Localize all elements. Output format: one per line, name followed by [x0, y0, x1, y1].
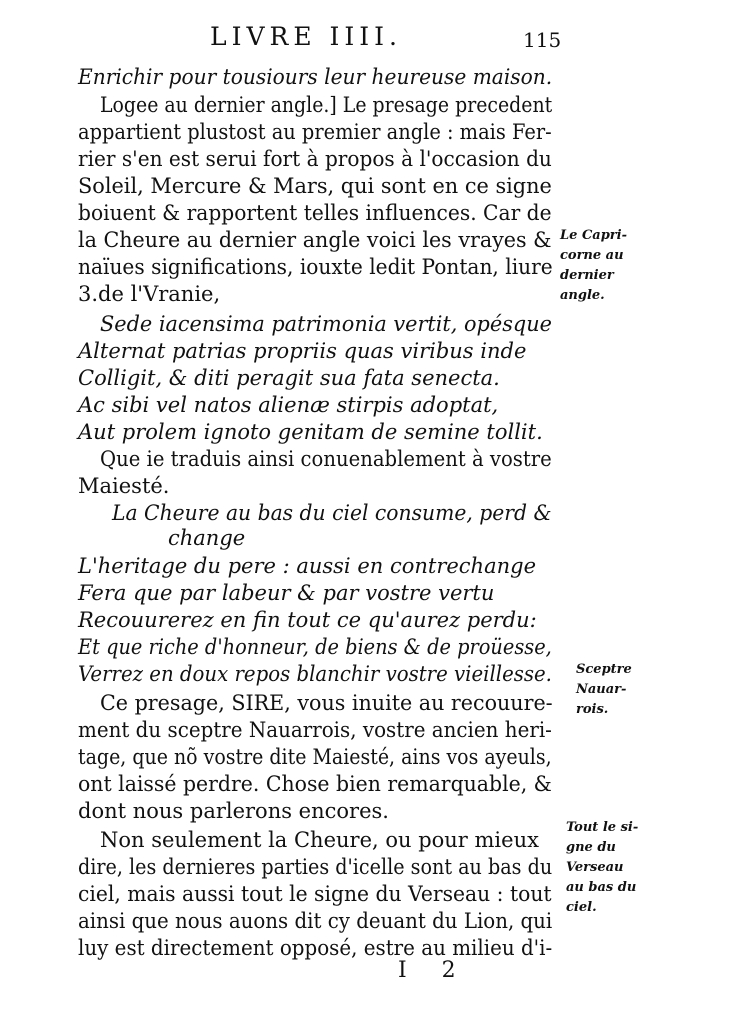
margin-note-line: ciel.	[566, 900, 597, 915]
text-line: 3.de l'Vranie,	[78, 282, 221, 306]
margin-note-line: Tout le si-	[566, 820, 639, 835]
margin-note-line: rois.	[576, 702, 609, 717]
latin-verse-line: Sede iacensima patrimonia vertit, opésque	[100, 312, 552, 336]
latin-verse-line: Ac sibi vel natos alienæ stirpis adoptat,	[78, 393, 499, 417]
text-line: la Cheure au dernier angle voici les vrayes &	[78, 228, 552, 252]
text-line: luy est directement opposé, estre au milieu d'i-	[78, 936, 553, 960]
margin-note-line: Nauar-	[576, 682, 627, 697]
margin-note-line: angle.	[560, 288, 605, 303]
text-line: tage, que nõ vostre dite Maiesté, ains vos ayeuls,	[78, 745, 552, 769]
french-verse-line: Verrez en doux repos blanchir vostre vieillesse.	[78, 662, 552, 686]
margin-note-line: Sceptre	[576, 662, 632, 677]
text-line: rier s'en est serui fort à propos à l'occasion du	[78, 147, 552, 171]
running-header: LIVRE IIII.	[210, 22, 402, 51]
french-verse-line: change	[168, 526, 246, 550]
text-line: Maiesté.	[78, 474, 170, 498]
text-line: naïues significations, iouxte ledit Pontan, liure	[78, 255, 553, 279]
french-verse-line: Fera que par labeur & par vostre vertu	[78, 581, 495, 605]
margin-note-sceptre	[576, 660, 632, 720]
margin-note-verseau	[566, 818, 638, 918]
signature-mark: I 2	[398, 958, 470, 983]
page-number: 115	[523, 28, 562, 52]
french-verse-line: Recouurerez en fin tout ce qu'aurez perdu:	[78, 608, 537, 632]
latin-verse-line: Alternat patrias propriis quas viribus inde	[78, 339, 527, 363]
text-line: Que ie traduis ainsi conuenablement à vostre	[100, 447, 552, 471]
text-line: ont laissé perdre. Chose bien remarquable, &	[78, 772, 552, 796]
margin-note-line: dernier	[560, 268, 614, 283]
text-line: ainsi que nous auons dit cy deuant du Lion, qui	[78, 909, 553, 933]
text-line: dont nous parlerons encores.	[78, 799, 389, 823]
text-line: dire, les dernieres parties d'icelle sont au bas du	[78, 855, 553, 879]
text-line: Enrichir pour tousiours leur heureuse maison.	[78, 65, 553, 89]
text-line: appartient plustost au premier angle : mais Fer-	[78, 120, 552, 144]
margin-note-capricorne	[560, 226, 627, 306]
french-verse-line: La Cheure au bas du ciel consume, perd &	[112, 501, 552, 525]
text-line: boiuent & rapportent telles influences. Car de	[78, 201, 552, 225]
margin-note-line: Verseau	[566, 860, 624, 875]
text-line: Ce presage, SIRE, vous inuite au recouure-	[100, 691, 553, 715]
margin-note-line: corne au	[560, 248, 624, 263]
text-line: Logee au dernier angle.] Le presage precedent	[100, 93, 553, 117]
text-line: Soleil, Mercure & Mars, qui sont en ce signe	[78, 174, 552, 198]
french-verse-line: L'heritage du pere : aussi en contrechange	[78, 554, 536, 578]
latin-verse-line: Colligit, & diti peragit sua fata senecta.	[78, 366, 500, 390]
text-line: ciel, mais aussi tout le signe du Verseau : tout	[78, 882, 552, 906]
latin-verse-line: Aut prolem ignoto genitam de semine tollit.	[78, 420, 543, 444]
french-verse-line: Et que riche d'honneur, de biens & de proüesse,	[78, 635, 552, 659]
text-line: Non seulement la Cheure, ou pour mieux	[100, 828, 539, 852]
text-line: ment du sceptre Nauarrois, vostre ancien heri-	[78, 718, 552, 742]
margin-note-line: au bas du	[566, 880, 637, 895]
margin-note-line: Le Capri-	[560, 228, 627, 243]
margin-note-line: gne du	[566, 840, 616, 855]
